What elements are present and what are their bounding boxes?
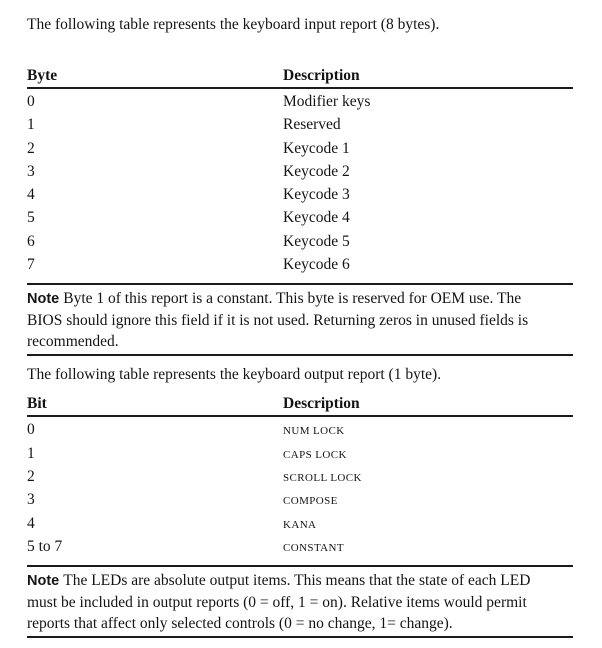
bit-cell: 2	[27, 467, 35, 485]
table-row	[27, 231, 573, 254]
byte-cell: 3	[27, 162, 35, 180]
note-line: BIOS should ignore this field if it is not used. Returning zeros in unused fields is	[27, 312, 529, 330]
input-table-body	[27, 89, 573, 277]
note-text: The LEDs are absolute output items. This means that the state of each LED	[63, 572, 531, 590]
note-line: must be included in output reports (0 = off, 1 = on). Relative items would permit	[27, 594, 527, 612]
table-row	[27, 254, 573, 277]
note-label: Note	[27, 291, 60, 308]
description-cell: Keycode 4	[283, 209, 350, 227]
output-table-header-description: Description	[283, 395, 360, 413]
byte-cell: 1	[27, 116, 35, 134]
table-row	[27, 419, 573, 442]
byte-cell: 5	[27, 209, 35, 227]
description-cell: Modifier keys	[283, 93, 371, 110]
bit-cell: 5 to 7	[27, 537, 63, 555]
byte-cell: 2	[27, 139, 35, 157]
intro-input-report: The following table represents the keyboard input report (8 bytes).	[27, 16, 440, 33]
table-row	[27, 513, 573, 536]
description-cell: Keycode 6	[283, 256, 350, 274]
input-table-header-description: Description	[283, 67, 360, 84]
input-table-header-row	[27, 66, 573, 89]
note-input-report	[27, 283, 573, 356]
bit-cell: 3	[27, 491, 35, 509]
table-row	[27, 184, 573, 207]
table-row	[27, 138, 573, 161]
output-report-table	[27, 394, 573, 559]
description-cell: Keycode 2	[283, 162, 350, 180]
table-row	[27, 443, 573, 466]
description-cell: NUM LOCK	[283, 425, 345, 438]
output-table-header-row	[27, 394, 573, 417]
bit-cell: 1	[27, 444, 35, 462]
table-row	[27, 114, 573, 137]
description-cell: Reserved	[283, 116, 341, 134]
note-line: recommended.	[27, 333, 119, 351]
note-line	[27, 570, 573, 592]
table-row	[27, 489, 573, 512]
description-cell: Keycode 5	[283, 232, 350, 250]
byte-cell: 0	[27, 93, 35, 110]
table-row	[27, 466, 573, 489]
note-line: reports that affect only selected controls (0 = no change, 1= change).	[27, 615, 453, 633]
byte-cell: 4	[27, 186, 35, 204]
description-cell: Keycode 3	[283, 186, 350, 204]
table-row	[27, 161, 573, 184]
note-label: Note	[27, 573, 60, 590]
description-cell: SCROLL LOCK	[283, 471, 362, 484]
description-cell: KANA	[283, 518, 317, 531]
input-report-table	[27, 66, 573, 277]
note-text: Byte 1 of this report is a constant. This byte is reserved for OEM use. The	[63, 290, 522, 308]
table-row	[27, 207, 573, 230]
table-row	[27, 536, 573, 559]
byte-cell: 7	[27, 256, 35, 274]
byte-cell: 6	[27, 232, 35, 250]
description-cell: COMPOSE	[283, 495, 338, 508]
output-table-header-bit: Bit	[27, 395, 47, 413]
bit-cell: 0	[27, 421, 35, 439]
note-output-report	[27, 565, 573, 638]
intro-output-report: The following table represents the keyboard output report (1 byte).	[27, 366, 442, 384]
description-cell: Keycode 1	[283, 139, 350, 157]
description-cell: CONSTANT	[283, 541, 344, 554]
bit-cell: 4	[27, 514, 35, 532]
output-table-body	[27, 417, 573, 559]
description-cell: CAPS LOCK	[283, 448, 347, 461]
table-row	[27, 91, 573, 114]
input-table-header-byte: Byte	[27, 67, 58, 84]
note-line	[27, 288, 573, 310]
